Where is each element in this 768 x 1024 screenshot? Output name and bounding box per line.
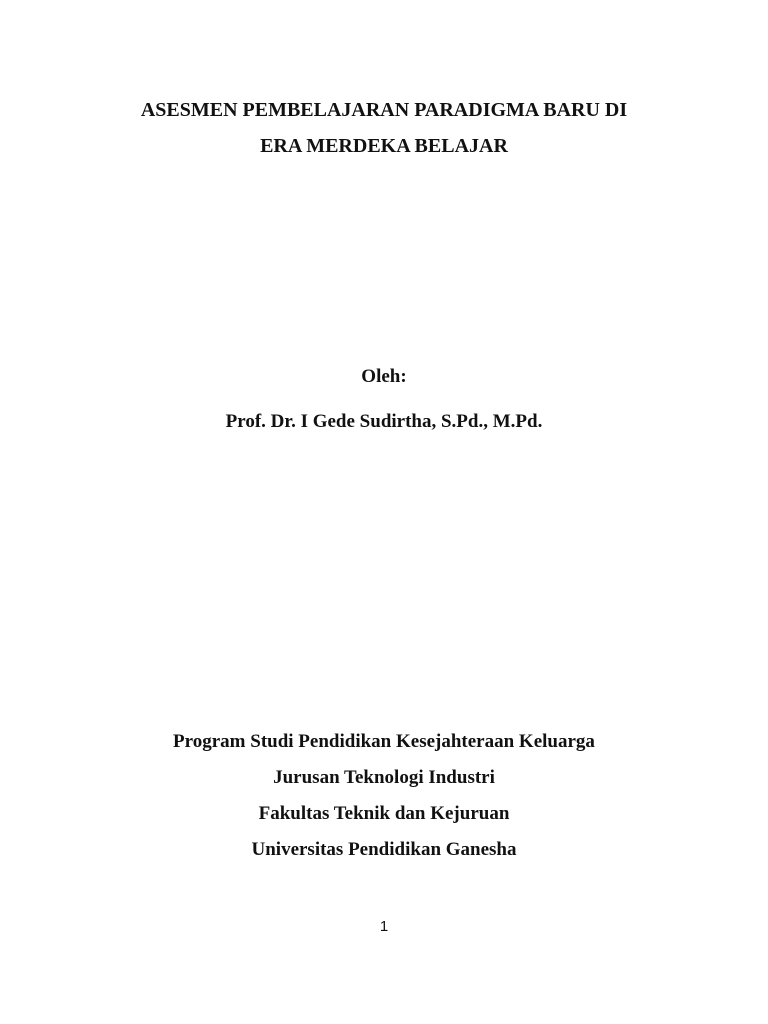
program-name: Program Studi Pendidikan Kesejahteraan Keluarga <box>173 731 595 752</box>
title-line-2: ERA MERDEKA BELAJAR <box>260 135 508 157</box>
author-name: Prof. Dr. I Gede Sudirtha, S.Pd., M.Pd. <box>225 411 543 432</box>
university-name: Universitas Pendidikan Ganesha <box>251 839 517 860</box>
author-label: Oleh: <box>361 366 407 387</box>
page-number: 1 <box>379 918 389 935</box>
faculty-name: Fakultas Teknik dan Kejuruan <box>258 803 510 824</box>
title-line-1: ASESMEN PEMBELAJARAN PARADIGMA BARU DI <box>140 99 628 121</box>
department-name: Jurusan Teknologi Industri <box>273 767 495 788</box>
